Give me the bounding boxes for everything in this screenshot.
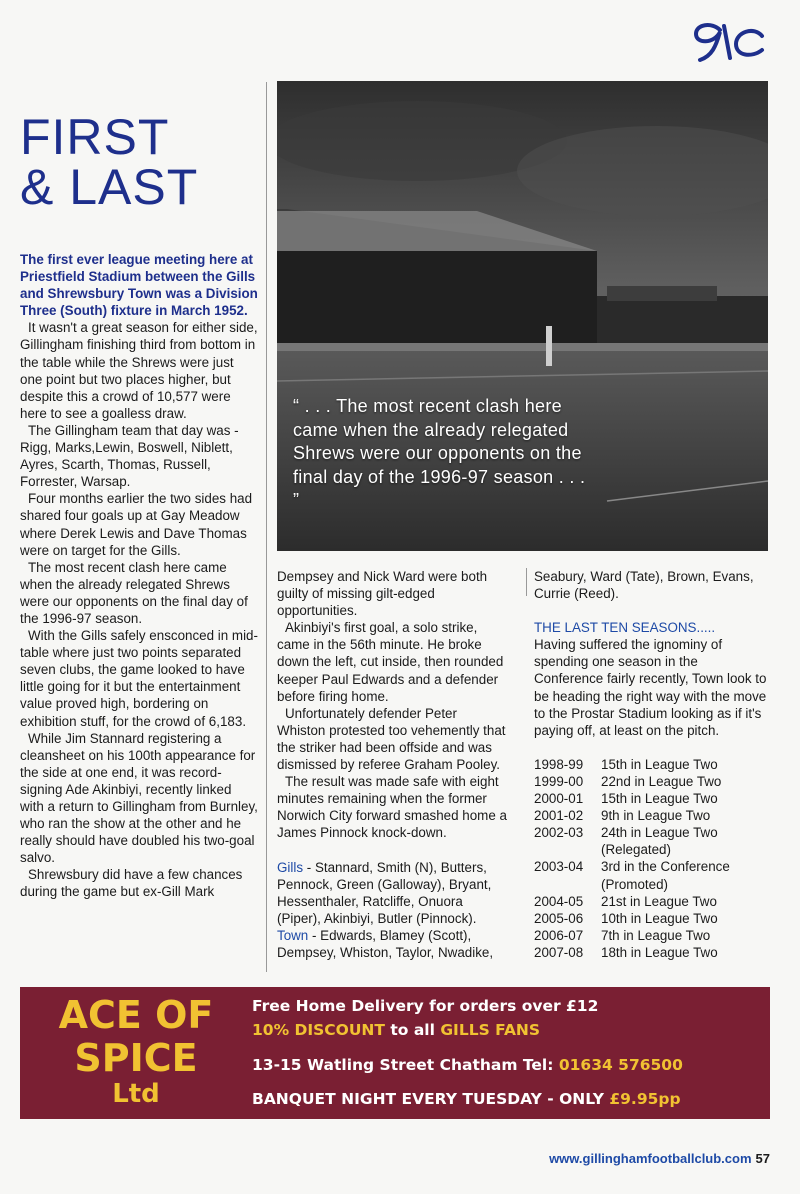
season-result-text: 7th in League Two <box>601 927 711 943</box>
town-team: - Edwards, Blamey (Scott), Dempsey, Whiston, Taylor, Nwadike, <box>277 927 494 960</box>
season-result <box>601 927 710 944</box>
town-lineup <box>277 927 507 961</box>
advert-address <box>252 1056 683 1074</box>
season-result-text: 9th in League Two <box>601 808 711 824</box>
gills-label: Gills <box>277 859 304 875</box>
discount-text: 10% DISCOUNT <box>252 1021 385 1039</box>
season-result <box>601 910 718 927</box>
paragraph: Dempsey and Nick Ward were both guilty of missing gilt-edged opportunities. <box>277 569 488 619</box>
season-result-text: 15th in League Two <box>601 756 718 772</box>
season-result-text: 3rd in the Conference <box>601 859 730 875</box>
season-year: 2004-05 <box>534 893 584 909</box>
season-year: 2006-07 <box>534 927 584 943</box>
paragraph: The Gillingham team that day was - Rigg, Marks,Lewin, Boswell, Niblett, Ayres, Scarth, Thomas, Russell, Forrester, Warsap. <box>20 422 239 490</box>
paragraph: The most recent clash here came when the already relegated Shrews were our opponents on the final day of the 1996-97 season. <box>20 559 248 626</box>
address-text: 13-15 Watling Street Chatham Tel: <box>252 1056 559 1074</box>
season-year: 2003-04 <box>534 859 584 875</box>
town-lineup-continued: Seabury, Ward (Tate), Brown, Evans, Currie (Reed). <box>534 569 754 602</box>
season-row <box>534 756 768 773</box>
article-column-3 <box>534 568 768 961</box>
page-number: 57 <box>755 1151 770 1166</box>
article-column-2 <box>277 568 507 961</box>
pull-quote: “ . . . The most recent clash here came when the already relegated Shrews were our opponents on the final day of the 1996-97 season . . . ” <box>293 396 586 510</box>
season-year: 1999-00 <box>534 773 584 789</box>
season-year: 2001-02 <box>534 808 584 824</box>
title-line-1: FIRST <box>20 109 170 165</box>
season-result-text: 15th in League Two <box>601 791 718 807</box>
gills-fans-text: GILLS FANS <box>440 1021 541 1039</box>
phone-number: 01634 576500 <box>558 1056 683 1074</box>
season-result <box>601 773 721 790</box>
season-result <box>601 807 710 824</box>
advert-brand <box>20 993 252 1109</box>
paragraph: The result was made safe with eight minutes remaining when the former Norwich City forward smashed home a James Pinnock knock-down. <box>277 774 507 841</box>
season-result-text: 21st in League Two <box>601 893 717 909</box>
paragraph: Having suffered the ignominy of spending one season in the Conference fairly recently, Town look to be heading the right way with the move to the Prostar Stadium looking as if it's paying off, at least on the pitch. <box>534 637 767 738</box>
season-result-text: 24th in League Two <box>601 825 718 841</box>
gills-team: - Stannard, Smith (N), Butters, Pennock, Green (Galloway), Bryant, Hessenthaler, Ratcliffe, Onuora (Piper), Akinbiyi, Butler (Pinnock). <box>277 859 492 926</box>
advert-discount <box>252 1021 540 1039</box>
page-title <box>20 109 260 215</box>
season-year: 2002-03 <box>534 825 584 841</box>
paragraph: While Jim Stannard registering a cleansheet on his 100th appearance for the side at one end, it was record-signing Ade Akinbiyi, recently linked with a return to Gillingham from Burnley, who ran the show at the other and he really should have doubled his two-goal salvo. <box>20 730 258 866</box>
season-year: 2000-01 <box>534 791 584 807</box>
column-divider <box>266 82 267 972</box>
title-line-2: & LAST <box>20 159 199 215</box>
brand-line-1: ACE OF <box>58 993 214 1037</box>
season-year: 2007-08 <box>534 944 584 960</box>
page-footer <box>549 1151 770 1166</box>
column-divider <box>526 568 527 596</box>
paragraph: With the Gills safely ensconced in mid-table where just two points separated seven clubs, the game looked to have little going for it but the entertainment value proved high, bordering on exhibition stuff, for the crowd of 6,183. <box>20 628 258 729</box>
paragraph: Akinbiyi's first goal, a solo strike, came in the 56th minute. He broke down the left, cut inside, then rounded keeper Paul Edwards and a defender before firing home. <box>277 620 504 704</box>
lead-paragraph: The first ever league meeting here at Priestfield Stadium between the Gills and Shrewsbury Town was a Division Three (South) fixture in March 1952. <box>20 252 258 319</box>
paragraph: Unfortunately defender Peter Whiston protested too vehemently that the striker had been offside and was dismissed by referee Graham Pooley. <box>277 705 506 773</box>
season-year: 1998-99 <box>534 756 584 772</box>
gills-lineup <box>277 859 507 927</box>
footer-url[interactable]: www.gillinghamfootballclub.com <box>549 1151 752 1166</box>
season-result-text: 10th in League Two <box>601 910 718 926</box>
season-row <box>534 824 768 858</box>
season-row <box>534 910 768 927</box>
season-result <box>601 824 718 858</box>
banquet-price: £9.95pp <box>609 1090 681 1108</box>
season-row <box>534 790 768 807</box>
season-row <box>534 807 768 824</box>
season-result-text: 18th in League Two <box>601 944 718 960</box>
paragraph: Shrewsbury did have a few chances during the game but ex-Gill Mark <box>20 867 243 900</box>
season-row <box>534 773 768 790</box>
paragraph: Four months earlier the two sides had shared four goals up at Gay Meadow where Derek Lewis and Dave Thomas were on target for the Gills. <box>20 491 253 558</box>
brand-line-2: SPICE <box>74 1036 198 1080</box>
banquet-text: BANQUET NIGHT EVERY TUESDAY - ONLY <box>252 1090 610 1108</box>
season-row <box>534 858 768 892</box>
advert-banquet <box>252 1090 681 1108</box>
season-result <box>601 756 718 773</box>
season-result <box>601 944 718 961</box>
ace-of-spice-advert <box>20 987 770 1119</box>
season-year: 2005-06 <box>534 910 584 926</box>
season-result <box>601 893 717 910</box>
brand-line-3: Ltd <box>112 1079 160 1109</box>
season-note: (Promoted) <box>601 876 668 892</box>
discount-to-text: to all <box>384 1021 441 1039</box>
town-label: Town <box>277 927 309 943</box>
season-row <box>534 944 768 961</box>
gc-monogram-icon <box>690 18 768 66</box>
season-result-text: 22nd in League Two <box>601 773 722 789</box>
season-row <box>534 927 768 944</box>
seasons-list <box>534 756 768 961</box>
season-result <box>601 790 718 807</box>
season-row <box>534 893 768 910</box>
section-subhead: THE LAST TEN SEASONS..... <box>534 620 716 636</box>
advert-delivery: Free Home Delivery for orders over £12 <box>252 997 599 1015</box>
article-column-1 <box>20 251 258 901</box>
season-note: (Relegated) <box>601 842 671 858</box>
paragraph: It wasn't a great season for either side, Gillingham finishing third from bottom in the table while the Shrews were just one point but two places higher, but despite this a crowd of 10,577 were here to see a goalless draw. <box>20 320 258 421</box>
season-result <box>601 858 730 892</box>
